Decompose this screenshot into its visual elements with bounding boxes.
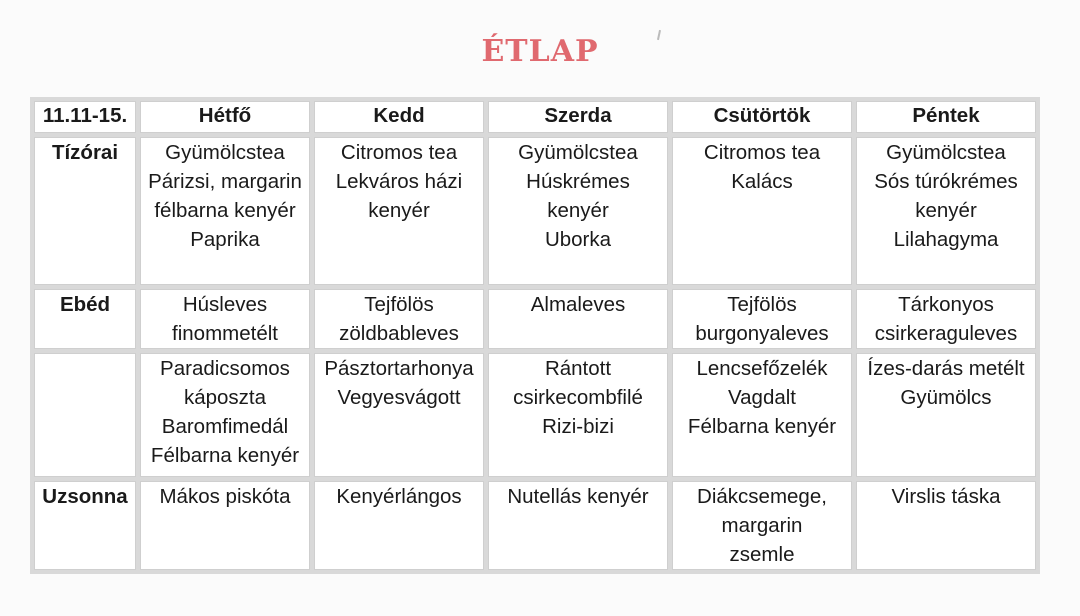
menu-item-line: Virslis táska: [891, 485, 1001, 508]
menu-item-line: kenyér: [547, 199, 609, 222]
menu-cell-monday: [140, 137, 310, 285]
menu-cell-tuesday: [314, 289, 484, 349]
menu-item-line: zöldbableves: [339, 322, 459, 345]
menu-item-line: félbarna kenyér: [154, 199, 296, 222]
menu-item-line: burgonyaleves: [695, 322, 829, 345]
menu-item-line: Vagdalt: [727, 386, 796, 409]
menu-item-line: Lilahagyma: [893, 228, 999, 251]
menu-item-line: Almaleves: [530, 293, 626, 316]
menu-cell-monday: [140, 353, 310, 477]
menu-item-line: káposzta: [183, 386, 267, 409]
meal-row-ebed-main: [34, 353, 1036, 477]
menu-cell-tuesday: [314, 137, 484, 285]
week-range: 11.11-15.: [34, 101, 136, 133]
meal-label: Uzsonna: [34, 481, 136, 570]
menu-cell-friday: [856, 481, 1036, 570]
menu-item-line: Citromos tea: [703, 141, 821, 164]
menu-item-line: Gyümölcs: [900, 386, 992, 409]
meal-row-tizorai: [34, 137, 1036, 285]
menu-cell-friday: [856, 289, 1036, 349]
menu-item-line: Sós túrókrémes: [874, 170, 1018, 193]
menu-item-line: margarin: [721, 514, 803, 537]
menu-item-line: Tejfölös: [364, 293, 434, 316]
menu-item-line: Nutellás kenyér: [507, 485, 649, 508]
menu-cell-wednesday: [488, 481, 668, 570]
menu-item-line: finommetélt: [172, 322, 278, 345]
day-header-wednesday: Szerda: [488, 101, 668, 133]
menu-item-line: csirkecombfilé: [513, 386, 643, 409]
menu-cell-thursday: [672, 353, 852, 477]
menu-item-line: Ízes-darás metélt: [867, 357, 1025, 380]
menu-cell-wednesday: [488, 289, 668, 349]
menu-cell-friday: [856, 137, 1036, 285]
meal-label: [34, 353, 136, 477]
menu-item-line: Gyümölcstea: [165, 141, 285, 164]
meal-row-uzsonna: [34, 481, 1036, 570]
menu-item-line: Uborka: [544, 228, 612, 251]
menu-item-line: zsemle: [729, 543, 795, 566]
menu-item-line: Paprika: [190, 228, 260, 251]
menu-item-line: Baromfimedál: [161, 415, 289, 438]
meal-label: Tízórai: [34, 137, 136, 285]
day-header-thursday: Csütörtök: [672, 101, 852, 133]
menu-cell-wednesday: [488, 137, 668, 285]
menu-cell-tuesday: [314, 353, 484, 477]
menu-item-line: Párizsi, margarin: [148, 170, 302, 193]
menu-item-line: Kalács: [731, 170, 793, 193]
menu-item-line: Vegyesvágott: [337, 386, 461, 409]
menu-item-line: Gyümölcstea: [886, 141, 1006, 164]
menu-cell-monday: [140, 481, 310, 570]
menu-item-line: Tejfölös: [727, 293, 797, 316]
menu-item-line: kenyér: [915, 199, 977, 222]
menu-item-line: Lencsefőzelék: [696, 357, 828, 380]
menu-cell-friday: [856, 353, 1036, 477]
menu-cell-monday: [140, 289, 310, 349]
menu-item-line: Diákcsemege,: [697, 485, 827, 508]
menu-cell-thursday: [672, 481, 852, 570]
menu-item-line: Citromos tea: [340, 141, 458, 164]
menu-item-line: csirkeraguleves: [874, 322, 1018, 345]
table-header-row: [34, 101, 1036, 133]
day-header-monday: Hétfő: [140, 101, 310, 133]
menu-item-line: Félbarna kenyér: [687, 415, 837, 438]
menu-item-line: Rántott: [544, 357, 612, 380]
menu-table: [30, 97, 1040, 574]
menu-item-line: Gyümölcstea: [518, 141, 638, 164]
menu-cell-thursday: [672, 289, 852, 349]
menu-item-line: Pásztortarhonya: [324, 357, 474, 380]
day-header-friday: Péntek: [856, 101, 1036, 133]
page-title: ÉTLAP: [481, 34, 599, 69]
menu-item-line: Húskrémes: [526, 170, 630, 193]
menu-item-line: Félbarna kenyér: [150, 444, 300, 467]
menu-item-line: Rizi-bizi: [542, 415, 614, 438]
menu-item-line: Húsleves: [182, 293, 268, 316]
menu-item-line: Paradicsomos: [160, 357, 290, 380]
meal-label: Ebéd: [34, 289, 136, 349]
menu-cell-tuesday: [314, 481, 484, 570]
menu-item-line: kenyér: [368, 199, 430, 222]
menu-item-line: Mákos piskóta: [159, 485, 291, 508]
menu-cell-thursday: [672, 137, 852, 285]
menu-item-line: Kenyérlángos: [336, 485, 462, 508]
menu-cell-wednesday: [488, 353, 668, 477]
day-header-tuesday: Kedd: [314, 101, 484, 133]
menu-item-line: Tárkonyos: [898, 293, 994, 316]
menu-item-line: Lekváros házi: [335, 170, 463, 193]
meal-row-ebed-soup: [34, 289, 1036, 349]
